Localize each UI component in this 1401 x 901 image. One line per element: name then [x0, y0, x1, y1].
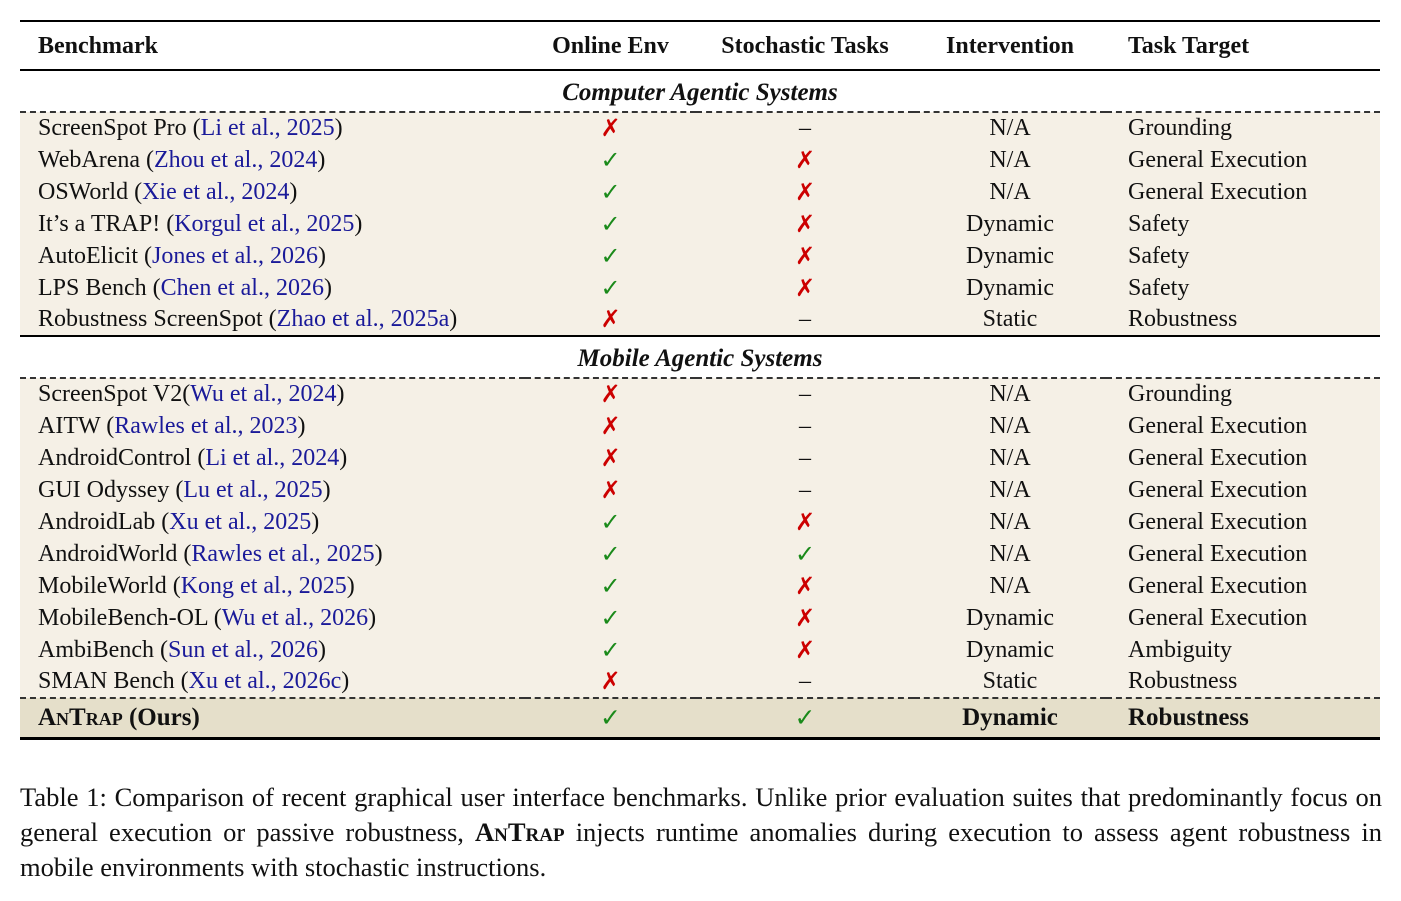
task-target-cell: General Execution: [1106, 176, 1380, 208]
online-env-cell: [525, 442, 696, 474]
check-mark-icon: ✓: [600, 275, 621, 302]
stochastic-tasks-cell: [696, 144, 914, 176]
dash-mark: –: [799, 115, 811, 141]
dash-mark: –: [799, 306, 811, 332]
benchmark-name: AmbiBench (: [38, 636, 168, 663]
citation-close-paren: ): [322, 476, 331, 503]
cross-mark-icon: ✗: [794, 179, 816, 206]
caption-antrap-name: AnTrap: [475, 817, 565, 847]
citation-link[interactable]: Zhao et al., 2025a: [276, 306, 450, 332]
online-env-cell: [525, 602, 696, 634]
section-rows: [20, 378, 1380, 698]
citation-link[interactable]: Sun et al., 2026: [167, 636, 318, 663]
cross-mark-icon: ✗: [794, 243, 816, 270]
benchmark-cell: [20, 538, 525, 570]
benchmark-name: GUI Odyssey (: [38, 476, 184, 503]
intervention-cell: Dynamic: [914, 272, 1106, 304]
check-mark-icon: ✓: [600, 541, 621, 568]
table-row: [20, 176, 1380, 208]
stochastic-tasks-cell: [696, 272, 914, 304]
benchmark-cell: [20, 666, 525, 698]
check-mark-icon: ✓: [600, 179, 621, 206]
dash-mark: –: [799, 412, 811, 439]
check-mark-icon: ✓: [600, 637, 621, 664]
benchmark-name: WebArena (: [38, 146, 155, 173]
benchmark-cell: [20, 240, 525, 272]
check-mark-icon: ✓: [600, 605, 621, 632]
citation-close-paren: ): [289, 178, 298, 205]
table-row: [20, 442, 1380, 474]
section-header: [20, 70, 1380, 112]
check-mark-icon: ✓: [600, 509, 621, 536]
ours-name: AnTrap: [38, 703, 123, 731]
benchmark-name: MobileWorld (: [38, 572, 181, 599]
intervention-cell: N/A: [914, 144, 1106, 176]
benchmark-name: AndroidControl (: [38, 444, 206, 471]
task-target-cell: Safety: [1106, 208, 1380, 240]
table-row: [20, 378, 1380, 410]
task-target-cell: General Execution: [1106, 474, 1380, 506]
benchmark-cell: [20, 144, 525, 176]
citation-close-paren: ): [354, 210, 363, 237]
online-env-cell: [525, 538, 696, 570]
citation-link[interactable]: Korgul et al., 2025: [174, 210, 355, 237]
stochastic-tasks-cell: [696, 474, 914, 506]
caption-prefix: Table 1: Comparison of recent graphical user interface benchmarks. Unlike prior evaluation suites that predominantly focus on general execution or passive robustness,: [20, 782, 1382, 847]
ours-benchmark-cell: [20, 698, 525, 738]
table-row: [20, 666, 1380, 698]
intervention-cell: Static: [914, 304, 1106, 336]
header-task-target: Task Target: [1128, 33, 1250, 59]
online-env-cell: [525, 176, 696, 208]
ours-task-target-cell: Robustness: [1106, 698, 1380, 738]
cross-mark-icon: ✗: [600, 307, 621, 333]
section-header-row: [20, 336, 1380, 378]
benchmark-cell: [20, 442, 525, 474]
citation-close-paren: ): [317, 242, 326, 269]
citation-close-paren: ): [341, 668, 350, 694]
intervention-cell: N/A: [914, 474, 1106, 506]
benchmark-name: It’s a TRAP! (: [38, 210, 175, 237]
benchmark-cell: [20, 506, 525, 538]
ours-section: [20, 698, 1380, 738]
benchmark-name: SMAN Bench (: [38, 668, 189, 694]
cross-mark-icon: ✗: [600, 669, 621, 695]
task-target-cell: General Execution: [1106, 144, 1380, 176]
table-row: [20, 474, 1380, 506]
citation-link[interactable]: Zhou et al., 2024: [154, 146, 318, 173]
online-env-cell: [525, 378, 696, 410]
online-env-cell: [525, 634, 696, 666]
intervention-cell: N/A: [914, 570, 1106, 602]
intervention-cell: N/A: [914, 538, 1106, 570]
table-row: [20, 304, 1380, 336]
ours-stochastic-tasks-cell: [696, 698, 914, 738]
citation-close-paren: ): [339, 444, 348, 471]
citation-link[interactable]: Xie et al., 2024: [142, 178, 290, 205]
section-header: [20, 336, 1380, 378]
benchmark-cell: [20, 474, 525, 506]
benchmark-cell: [20, 634, 525, 666]
intervention-cell: Dynamic: [914, 208, 1106, 240]
dash-mark: –: [799, 381, 811, 407]
benchmark-name: OSWorld (: [38, 178, 143, 205]
table-row: [20, 538, 1380, 570]
stochastic-tasks-cell: [696, 240, 914, 272]
citation-close-paren: ): [317, 636, 326, 663]
online-env-cell: [525, 506, 696, 538]
header-benchmark: Benchmark: [38, 33, 158, 59]
stochastic-tasks-cell: [696, 570, 914, 602]
ours-online-env-cell: [525, 698, 696, 738]
citation-link[interactable]: Rawles et al., 2023: [114, 412, 298, 439]
benchmark-name: AITW (: [38, 412, 115, 439]
check-mark-icon: ✓: [794, 704, 816, 732]
table-row: [20, 240, 1380, 272]
dash-mark: –: [799, 444, 811, 471]
task-target-cell: General Execution: [1106, 410, 1380, 442]
benchmark-name: LPS Bench (: [38, 274, 161, 301]
benchmark-name: AndroidWorld (: [38, 540, 192, 567]
benchmark-cell: [20, 208, 525, 240]
stochastic-tasks-cell: [696, 176, 914, 208]
header-intervention: Intervention: [946, 33, 1074, 59]
intervention-cell: Dynamic: [914, 240, 1106, 272]
benchmark-cell: [20, 272, 525, 304]
stochastic-tasks-cell: [696, 666, 914, 698]
citation-close-paren: ): [374, 540, 383, 567]
citation-link[interactable]: Li et al., 2024: [205, 444, 340, 471]
intervention-cell: N/A: [914, 112, 1106, 144]
citation-link[interactable]: Chen et al., 2026: [160, 274, 324, 301]
task-target-cell: Robustness: [1106, 666, 1380, 698]
citation-link[interactable]: Lu et al., 2025: [183, 476, 323, 503]
stochastic-tasks-cell: [696, 634, 914, 666]
benchmark-cell: [20, 378, 525, 410]
online-env-cell: [525, 410, 696, 442]
citation-link[interactable]: Jones et al., 2026: [151, 242, 318, 269]
online-env-cell: [525, 144, 696, 176]
citation-close-paren: ): [336, 381, 345, 407]
caption-suffix: injects runtime anomalies during execution to assess agent robustness in mobile environments with stochastic instructions.: [20, 817, 1382, 882]
citation-close-paren: ): [297, 412, 306, 439]
cross-mark-icon: ✗: [794, 605, 816, 632]
benchmark-name: ScreenSpot V2(: [38, 381, 191, 407]
online-env-cell: [525, 666, 696, 698]
section-rows: [20, 112, 1380, 336]
stochastic-tasks-cell: [696, 410, 914, 442]
table-row: [20, 144, 1380, 176]
table-row: [20, 410, 1380, 442]
citation-link[interactable]: Xu et al., 2026c: [188, 668, 342, 694]
header-stochastic-tasks: Stochastic Tasks: [721, 33, 889, 59]
citation-close-paren: ): [449, 306, 458, 332]
citation-link[interactable]: Wu et al., 2026: [221, 604, 369, 631]
intervention-cell: N/A: [914, 378, 1106, 410]
intervention-cell: N/A: [914, 506, 1106, 538]
benchmark-cell: [20, 410, 525, 442]
citation-link[interactable]: Wu et al., 2024: [190, 381, 337, 407]
task-target-cell: General Execution: [1106, 570, 1380, 602]
table-row: [20, 570, 1380, 602]
check-mark-icon: ✓: [600, 573, 621, 600]
task-target-cell: General Execution: [1106, 602, 1380, 634]
cross-mark-icon: ✗: [600, 116, 621, 142]
task-target-cell: Safety: [1106, 272, 1380, 304]
table-row: [20, 208, 1380, 240]
citation-link[interactable]: Rawles et al., 2025: [191, 540, 375, 567]
citation-close-paren: ): [368, 604, 377, 631]
task-target-cell: Grounding: [1106, 112, 1380, 144]
stochastic-tasks-cell: [696, 602, 914, 634]
task-target-cell: Safety: [1106, 240, 1380, 272]
stochastic-tasks-cell: [696, 378, 914, 410]
cross-mark-icon: ✗: [600, 382, 621, 408]
table-row: [20, 112, 1380, 144]
citation-close-paren: ): [317, 146, 326, 173]
section-header-row: [20, 70, 1380, 112]
cross-mark-icon: ✗: [794, 211, 816, 238]
citation-close-paren: ): [346, 572, 355, 599]
stochastic-tasks-cell: [696, 538, 914, 570]
online-env-cell: [525, 272, 696, 304]
benchmark-name: ScreenSpot Pro (: [38, 115, 201, 141]
online-env-cell: [525, 304, 696, 336]
ours-row: [20, 698, 1380, 738]
online-env-cell: [525, 208, 696, 240]
task-target-cell: Ambiguity: [1106, 634, 1380, 666]
task-target-cell: Robustness: [1106, 304, 1380, 336]
ours-suffix: (Ours): [122, 703, 200, 731]
benchmark-cell: [20, 570, 525, 602]
citation-close-paren: ): [311, 508, 320, 535]
citation-close-paren: ): [323, 274, 332, 301]
intervention-cell: Dynamic: [914, 602, 1106, 634]
table-caption: [20, 780, 1382, 885]
intervention-cell: N/A: [914, 442, 1106, 474]
header-online-env: Online Env: [552, 33, 669, 59]
table-row: [20, 602, 1380, 634]
dash-mark: –: [799, 476, 811, 503]
cross-mark-icon: ✗: [600, 445, 621, 472]
cross-mark-icon: ✗: [794, 637, 816, 664]
stochastic-tasks-cell: [696, 304, 914, 336]
citation-link[interactable]: Xu et al., 2025: [169, 508, 312, 535]
section-title: Computer Agentic Systems: [20, 70, 1380, 112]
cross-mark-icon: ✗: [794, 573, 816, 600]
cross-mark-icon: ✗: [600, 413, 621, 440]
check-mark-icon: ✓: [600, 211, 621, 238]
benchmark-cell: [20, 304, 525, 336]
check-mark-icon: ✓: [600, 147, 621, 174]
online-env-cell: [525, 570, 696, 602]
online-env-cell: [525, 474, 696, 506]
benchmark-name: MobileBench-OL (: [38, 604, 222, 631]
comparison-table-container: [20, 20, 1380, 740]
stochastic-tasks-cell: [696, 506, 914, 538]
check-mark-icon: ✓: [794, 541, 816, 568]
benchmark-cell: [20, 176, 525, 208]
comparison-table: [20, 20, 1380, 740]
benchmark-name: AutoElicit (: [38, 242, 152, 269]
cross-mark-icon: ✗: [794, 147, 816, 174]
online-env-cell: [525, 240, 696, 272]
ours-intervention-cell: Dynamic: [914, 698, 1106, 738]
task-target-cell: Grounding: [1106, 378, 1380, 410]
cross-mark-icon: ✗: [794, 509, 816, 536]
table-row: [20, 506, 1380, 538]
benchmark-cell: [20, 112, 525, 144]
online-env-cell: [525, 112, 696, 144]
citation-link[interactable]: Li et al., 2025: [200, 115, 335, 141]
citation-link[interactable]: Kong et al., 2025: [180, 572, 347, 599]
cross-mark-icon: ✗: [794, 275, 816, 302]
section-title: Mobile Agentic Systems: [20, 336, 1380, 378]
stochastic-tasks-cell: [696, 442, 914, 474]
intervention-cell: N/A: [914, 410, 1106, 442]
stochastic-tasks-cell: [696, 208, 914, 240]
task-target-cell: General Execution: [1106, 442, 1380, 474]
citation-close-paren: ): [334, 115, 343, 141]
benchmark-cell: [20, 602, 525, 634]
cross-mark-icon: ✗: [600, 477, 621, 504]
table-row: [20, 272, 1380, 304]
check-mark-icon: ✓: [600, 704, 621, 732]
intervention-cell: Static: [914, 666, 1106, 698]
intervention-cell: Dynamic: [914, 634, 1106, 666]
check-mark-icon: ✓: [600, 243, 621, 270]
dash-mark: –: [799, 668, 811, 694]
task-target-cell: General Execution: [1106, 506, 1380, 538]
stochastic-tasks-cell: [696, 112, 914, 144]
intervention-cell: N/A: [914, 176, 1106, 208]
task-target-cell: General Execution: [1106, 538, 1380, 570]
table-row: [20, 634, 1380, 666]
header-row: [20, 21, 1380, 70]
benchmark-name: AndroidLab (: [38, 508, 170, 535]
benchmark-name: Robustness ScreenSpot (: [38, 306, 277, 332]
